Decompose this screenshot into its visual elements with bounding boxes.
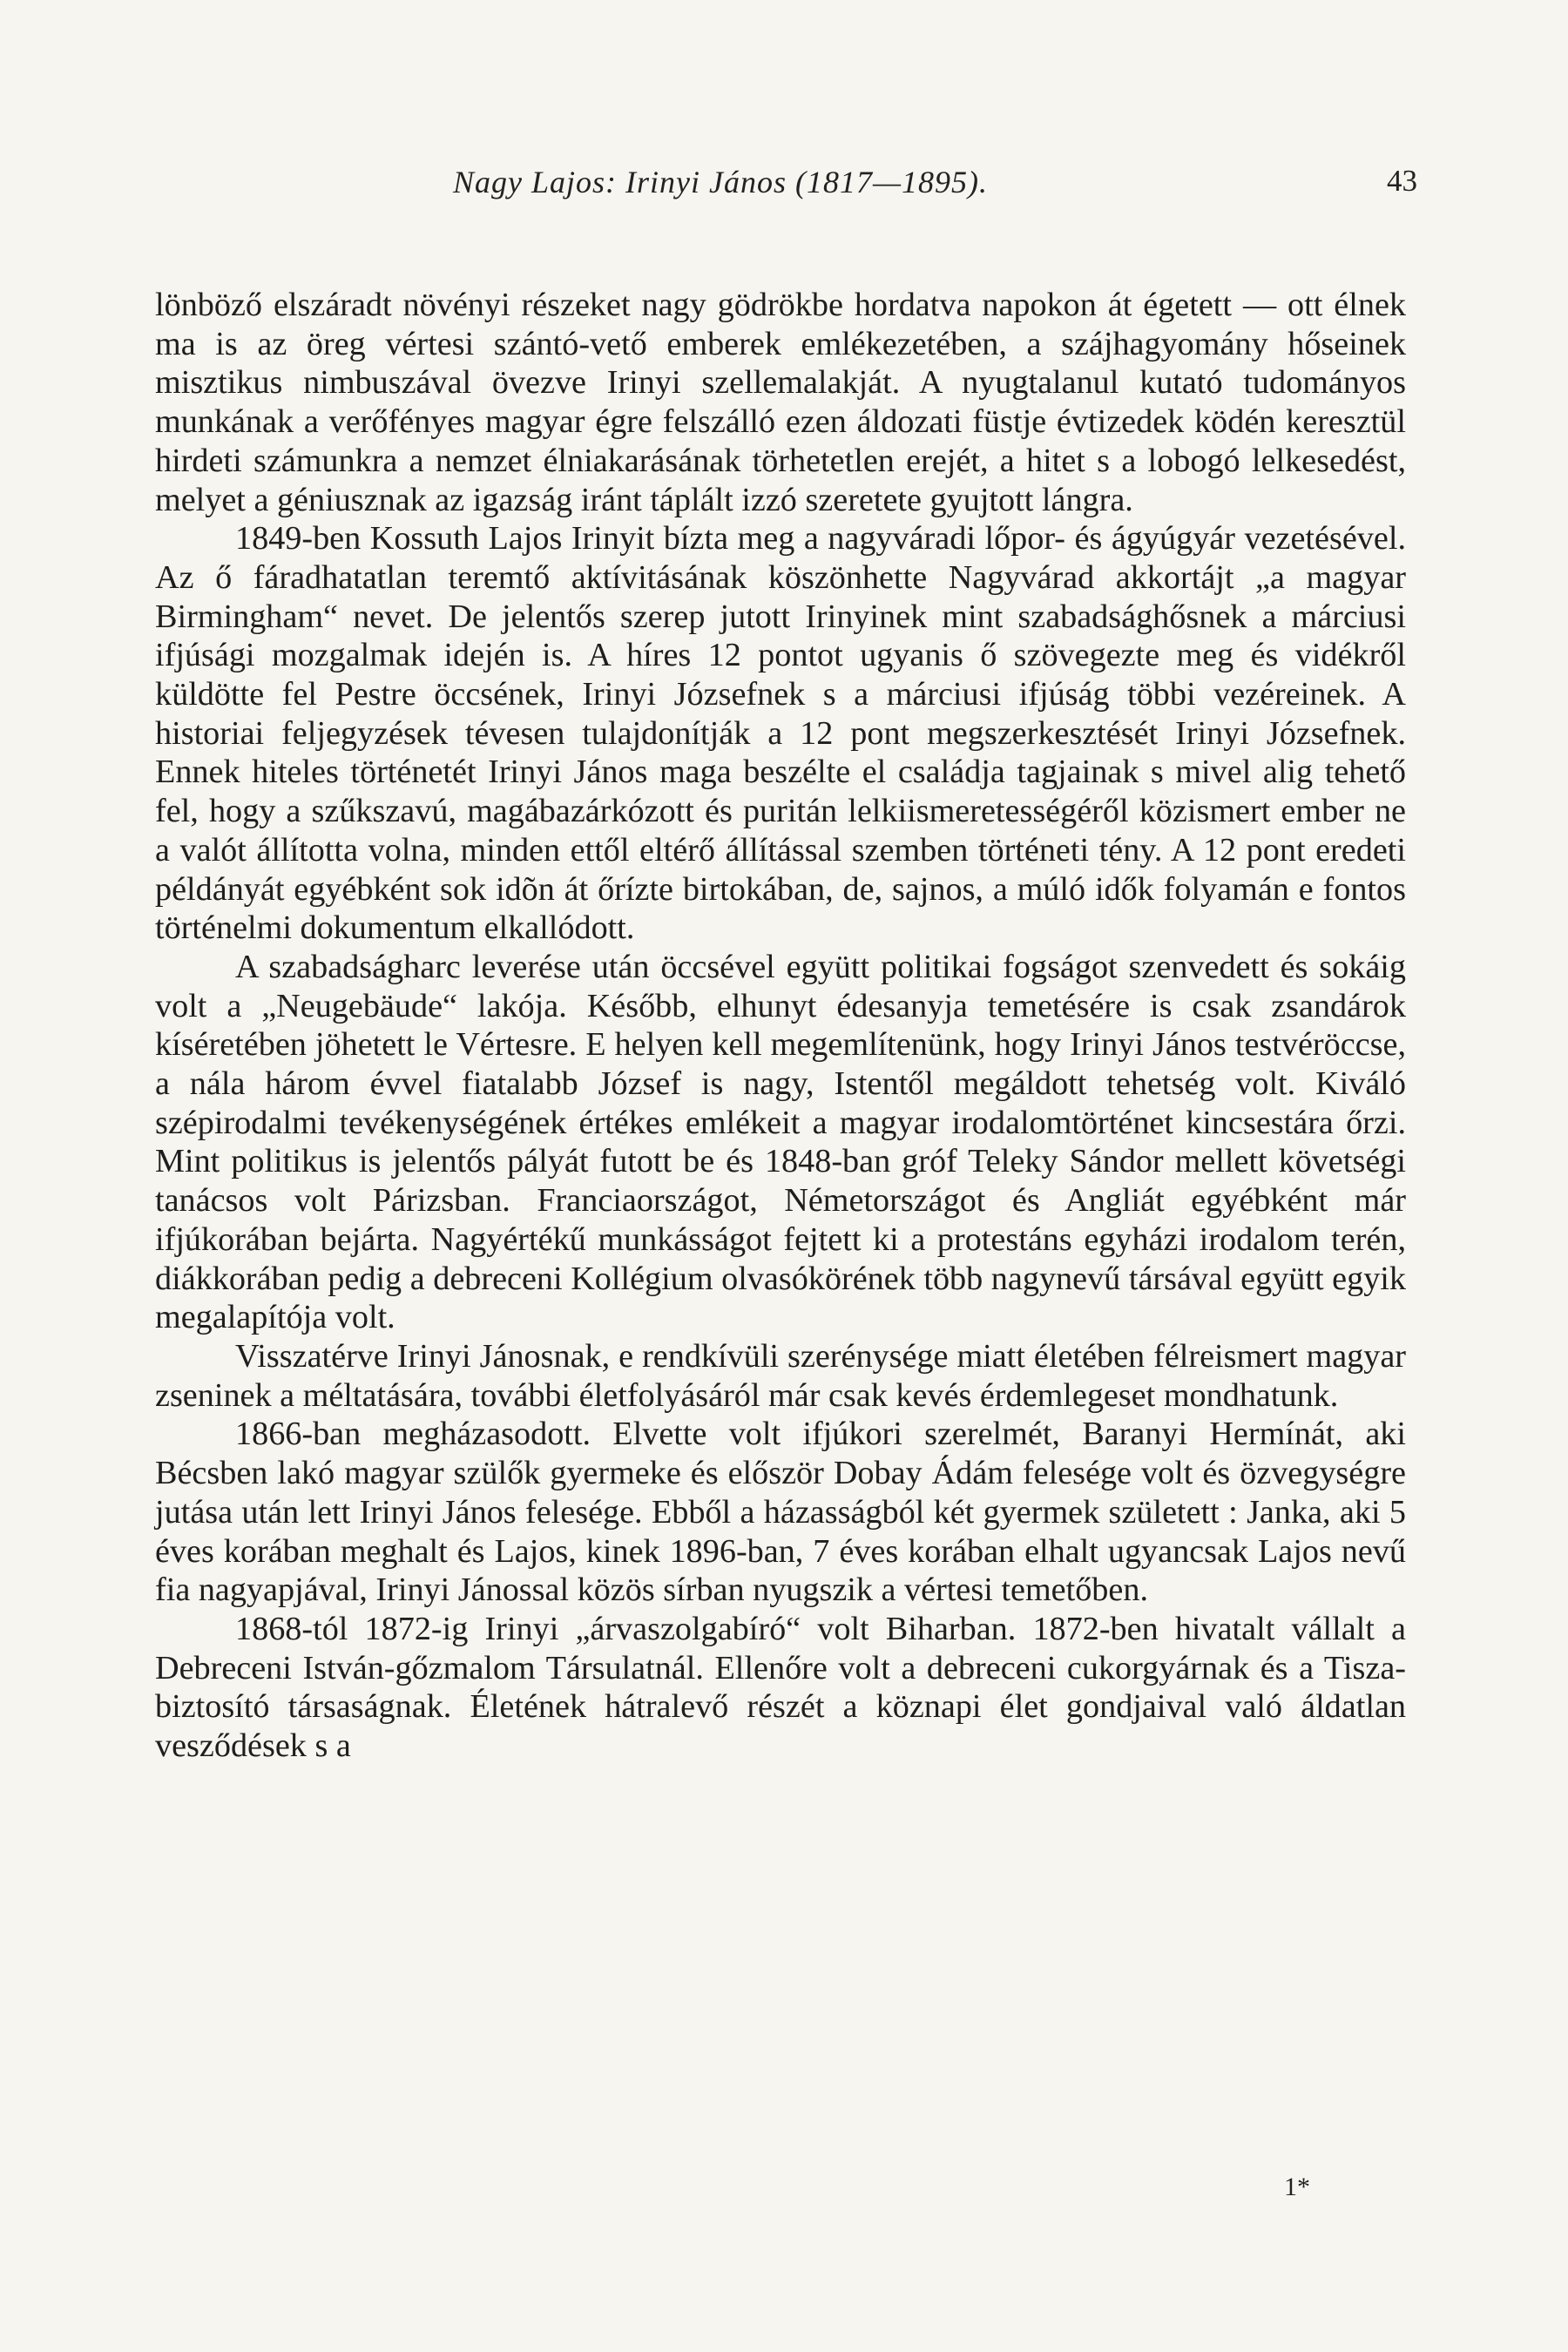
paragraph: A szabadságharc leverése után öccsével együtt politikai fogságot szenvedett és sokáig volt a „Neugebäude“ lakója. Később, elhunyt édesanyja temetésére is csak zsandárok kíséretében jöhetett le Vértesre. E helyen kell megemlítenünk, hogy Irinyi János testvéröccse, a nála három évvel fiatalabb József is nagy, Istentől megáldott tehetség volt. Kiváló szépirodalmi tevékenységének értékes emlékeit a magyar irodalomtörténet kincsestára őrzi. Mint politikus is jelentős pályát futott be és 1848-ban gróf Teleky Sándor mellett követségi tanácsos volt Párizsban. Franciaországot, Németországot és Angliát egyébként már ifjúkorában bejárta. Nagyértékű munkásságot fejtett ki a protestáns egyházi irodalom terén, diákkorában pedig a debreceni Kollégium olvasókörének több nagynevű társával együtt egyik megalapítója volt. <box>155 948 1406 1336</box>
signature-mark: 1* <box>1284 2173 1310 2201</box>
paragraph: 1866-ban megházasodott. Elvette volt ifjúkori szerelmét, Baranyi Hermínát, aki Bécsben lakó magyar szülők gyermeke és először Dobay Ádám felesége volt és özvegységre jutása után lett Irinyi János felesége. Ebből a házasságból két gyermek született : Janka, aki 5 éves korában meghalt és Lajos, kinek 1896-ban, 7 éves korában elhalt ugyancsak Lajos nevű fia nagyapjával, Irinyi Jánossal közös sírban nyugszik a vértesi temetőben. <box>155 1416 1406 1609</box>
paragraph: 1868-tól 1872-ig Irinyi „árvaszolgabíró“ volt Biharban. 1872-ben hivatalt vállalt a Debreceni István-gőzmalom Társulatnál. Ellenőre volt a debreceni cukorgyárnak és a Tisza-biztosító társaságnak. Életének hátralevő részét a köznapi élet gondjaival való áldatlan vesződések s a <box>155 1610 1406 1765</box>
paragraph: Visszatérve Irinyi Jánosnak, e rendkívüli szerénysége miatt életében félreismert magyar zseninek a méltatására, további életfolyásáról már csak kevés érdemlegeset mondhatunk. <box>155 1337 1406 1414</box>
page-number: 43 <box>1387 164 1417 198</box>
body-text <box>155 286 1406 1766</box>
paragraph: 1849-ben Kossuth Lajos Irinyit bízta meg a nagyváradi lőpor- és ágyúgyár vezetésével. Az ő fáradhatatlan teremtő aktívitásának köszönhette Nagyvárad akkortájt „a magyar Birmingham“ nevet. De jelentős szerep jutott Irinyinek mint szabadsághősnek a márciusi ifjúsági mozgalmak idején is. A híres 12 pontot ugyanis ő szövegezte meg és vidékről küldötte fel Pestre öccsének, Irinyi Józsefnek s a márciusi ifjúság többi vezéreinek. A historiai feljegyzések tévesen tulajdonítják a 12 pont megszerkesztését Irinyi Józsefnek. Ennek hiteles történetét Irinyi János maga beszélte el családja tagjainak s mivel alig tehető fel, hogy a szűkszavú, magábazárkózott és puritán lelkiismeretességéről közismert ember ne a valót állította volna, minden ettől eltérő állítással szemben történeti tény. A 12 pont eredeti példányát egyébként sok idõn át őrízte birtokában, de, sajnos, a múló idők folyamán e fontos történelmi dokumentum elkallódott. <box>155 520 1406 947</box>
paragraph: lönböző elszáradt növényi részeket nagy gödrökbe hordatva napokon át égetett — ott élnek ma is az öreg vértesi szántó-vető emberek emlékezetében, a szájhagyomány hőseinek misztikus nimbuszával övezve Irinyi szellemalakját. A nyugtalanul kutató tudományos munkának a verőfényes magyar égre felszálló ezen áldozati füstje évtizedek ködén keresztül hirdeti számunkra a nemzet élniakarásának törhetetlen erejét, a hitet s a lobogó lelkesedést, melyet a géniusznak az igazság iránt táplált izzó szeretete gyujtott lángra. <box>155 287 1406 518</box>
running-title: Nagy Lajos: Irinyi János (1817—1895). <box>453 165 988 199</box>
